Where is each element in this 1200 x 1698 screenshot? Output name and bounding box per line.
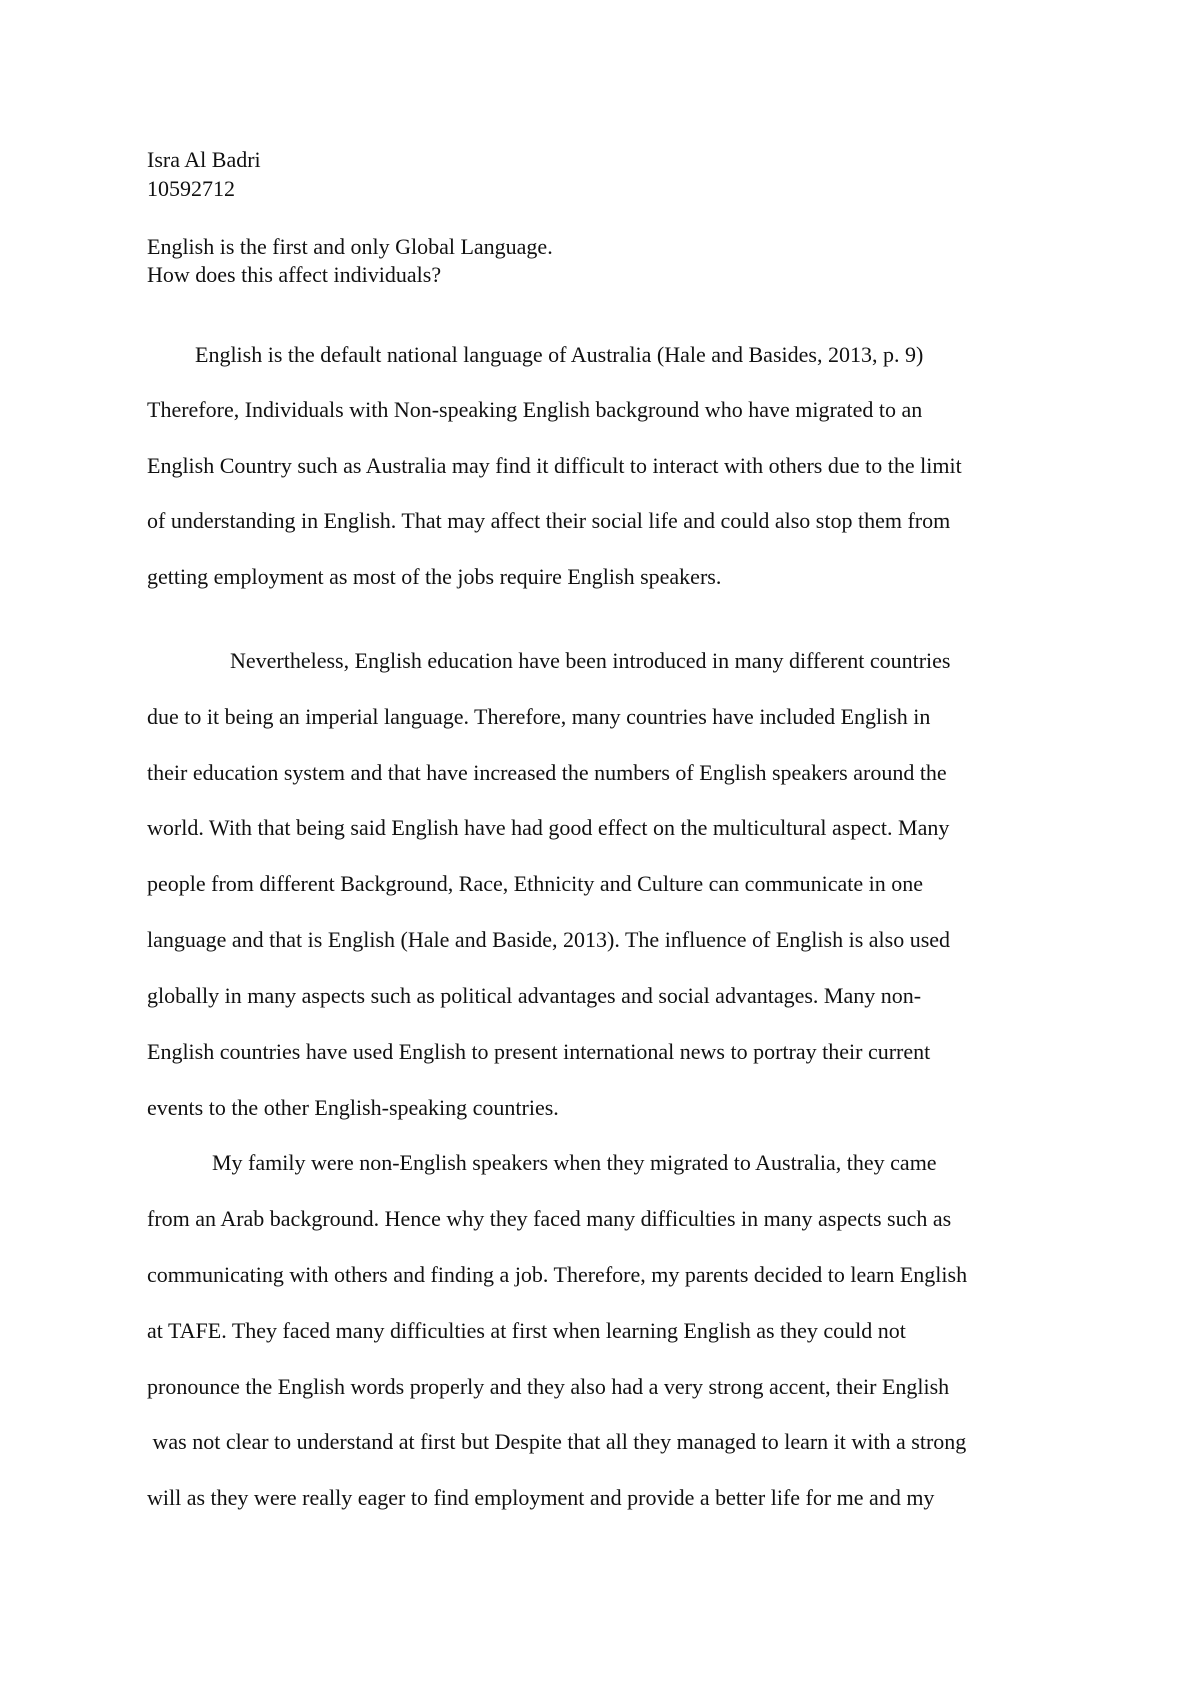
paragraph-2-line-2: due to it being an imperial language. Therefore, many countries have included English in [147, 704, 931, 729]
paragraph-2-line-6: language and that is English (Hale and Baside, 2013). The influence of English is also used [147, 927, 951, 952]
paragraph-2-line-1: Nevertheless, English education have been introduced in many different countries [230, 648, 951, 673]
paragraph-3-line-7: will as they were really eager to find employment and provide a better life for me and my [147, 1485, 935, 1510]
paragraph-1-line-4: of understanding in English. That may affect their social life and could also stop them from [147, 508, 951, 533]
paragraph-2-line-8: English countries have used English to present international news to portray their current [147, 1039, 931, 1064]
paragraph-3-line-5: pronounce the English words properly and they also had a very strong accent, their English [147, 1374, 950, 1399]
essay-title [147, 233, 1067, 289]
paragraph-1-line-2: Therefore, Individuals with Non-speaking English background who have migrated to an [147, 397, 923, 422]
title-line-2: How does this affect individuals? [147, 262, 442, 287]
paragraph-1-line-1: English is the default national language of Australia (Hale and Basides, 2013, p. 9) [195, 342, 924, 367]
paragraph-3-line-4: at TAFE. They faced many difficulties at first when learning English as they could not [147, 1318, 906, 1343]
paragraph-2-line-4: world. With that being said English have had good effect on the multicultural aspect. Many [147, 815, 950, 840]
title-line-1: English is the first and only Global Language. [147, 234, 553, 259]
paragraph-1-line-5: getting employment as most of the jobs require English speakers. [147, 564, 722, 589]
paragraph-3-line-2: from an Arab background. Hence why they faced many difficulties in many aspects such as [147, 1206, 952, 1231]
paragraph-2-line-9: events to the other English-speaking countries. [147, 1095, 559, 1120]
paragraph-3-line-6: was not clear to understand at first but Despite that all they managed to learn it with a strong [147, 1429, 967, 1454]
author-header [147, 145, 1067, 203]
paragraph-2-line-5: people from different Background, Race, Ethnicity and Culture can communicate in one [147, 871, 924, 896]
student-id: 10592712 [147, 176, 235, 201]
paragraph-2-line-7: globally in many aspects such as political advantages and social advantages. Many non- [147, 983, 922, 1008]
paragraph-1-line-3: English Country such as Australia may find it difficult to interact with others due to the limit [147, 453, 962, 478]
paragraph-2-line-3: their education system and that have increased the numbers of English speakers around the [147, 760, 947, 785]
paragraph-3-line-3: communicating with others and finding a job. Therefore, my parents decided to learn English [147, 1262, 968, 1287]
paragraph-3-line-1: My family were non-English speakers when they migrated to Australia, they came [212, 1150, 937, 1175]
author-name: Isra Al Badri [147, 147, 261, 172]
